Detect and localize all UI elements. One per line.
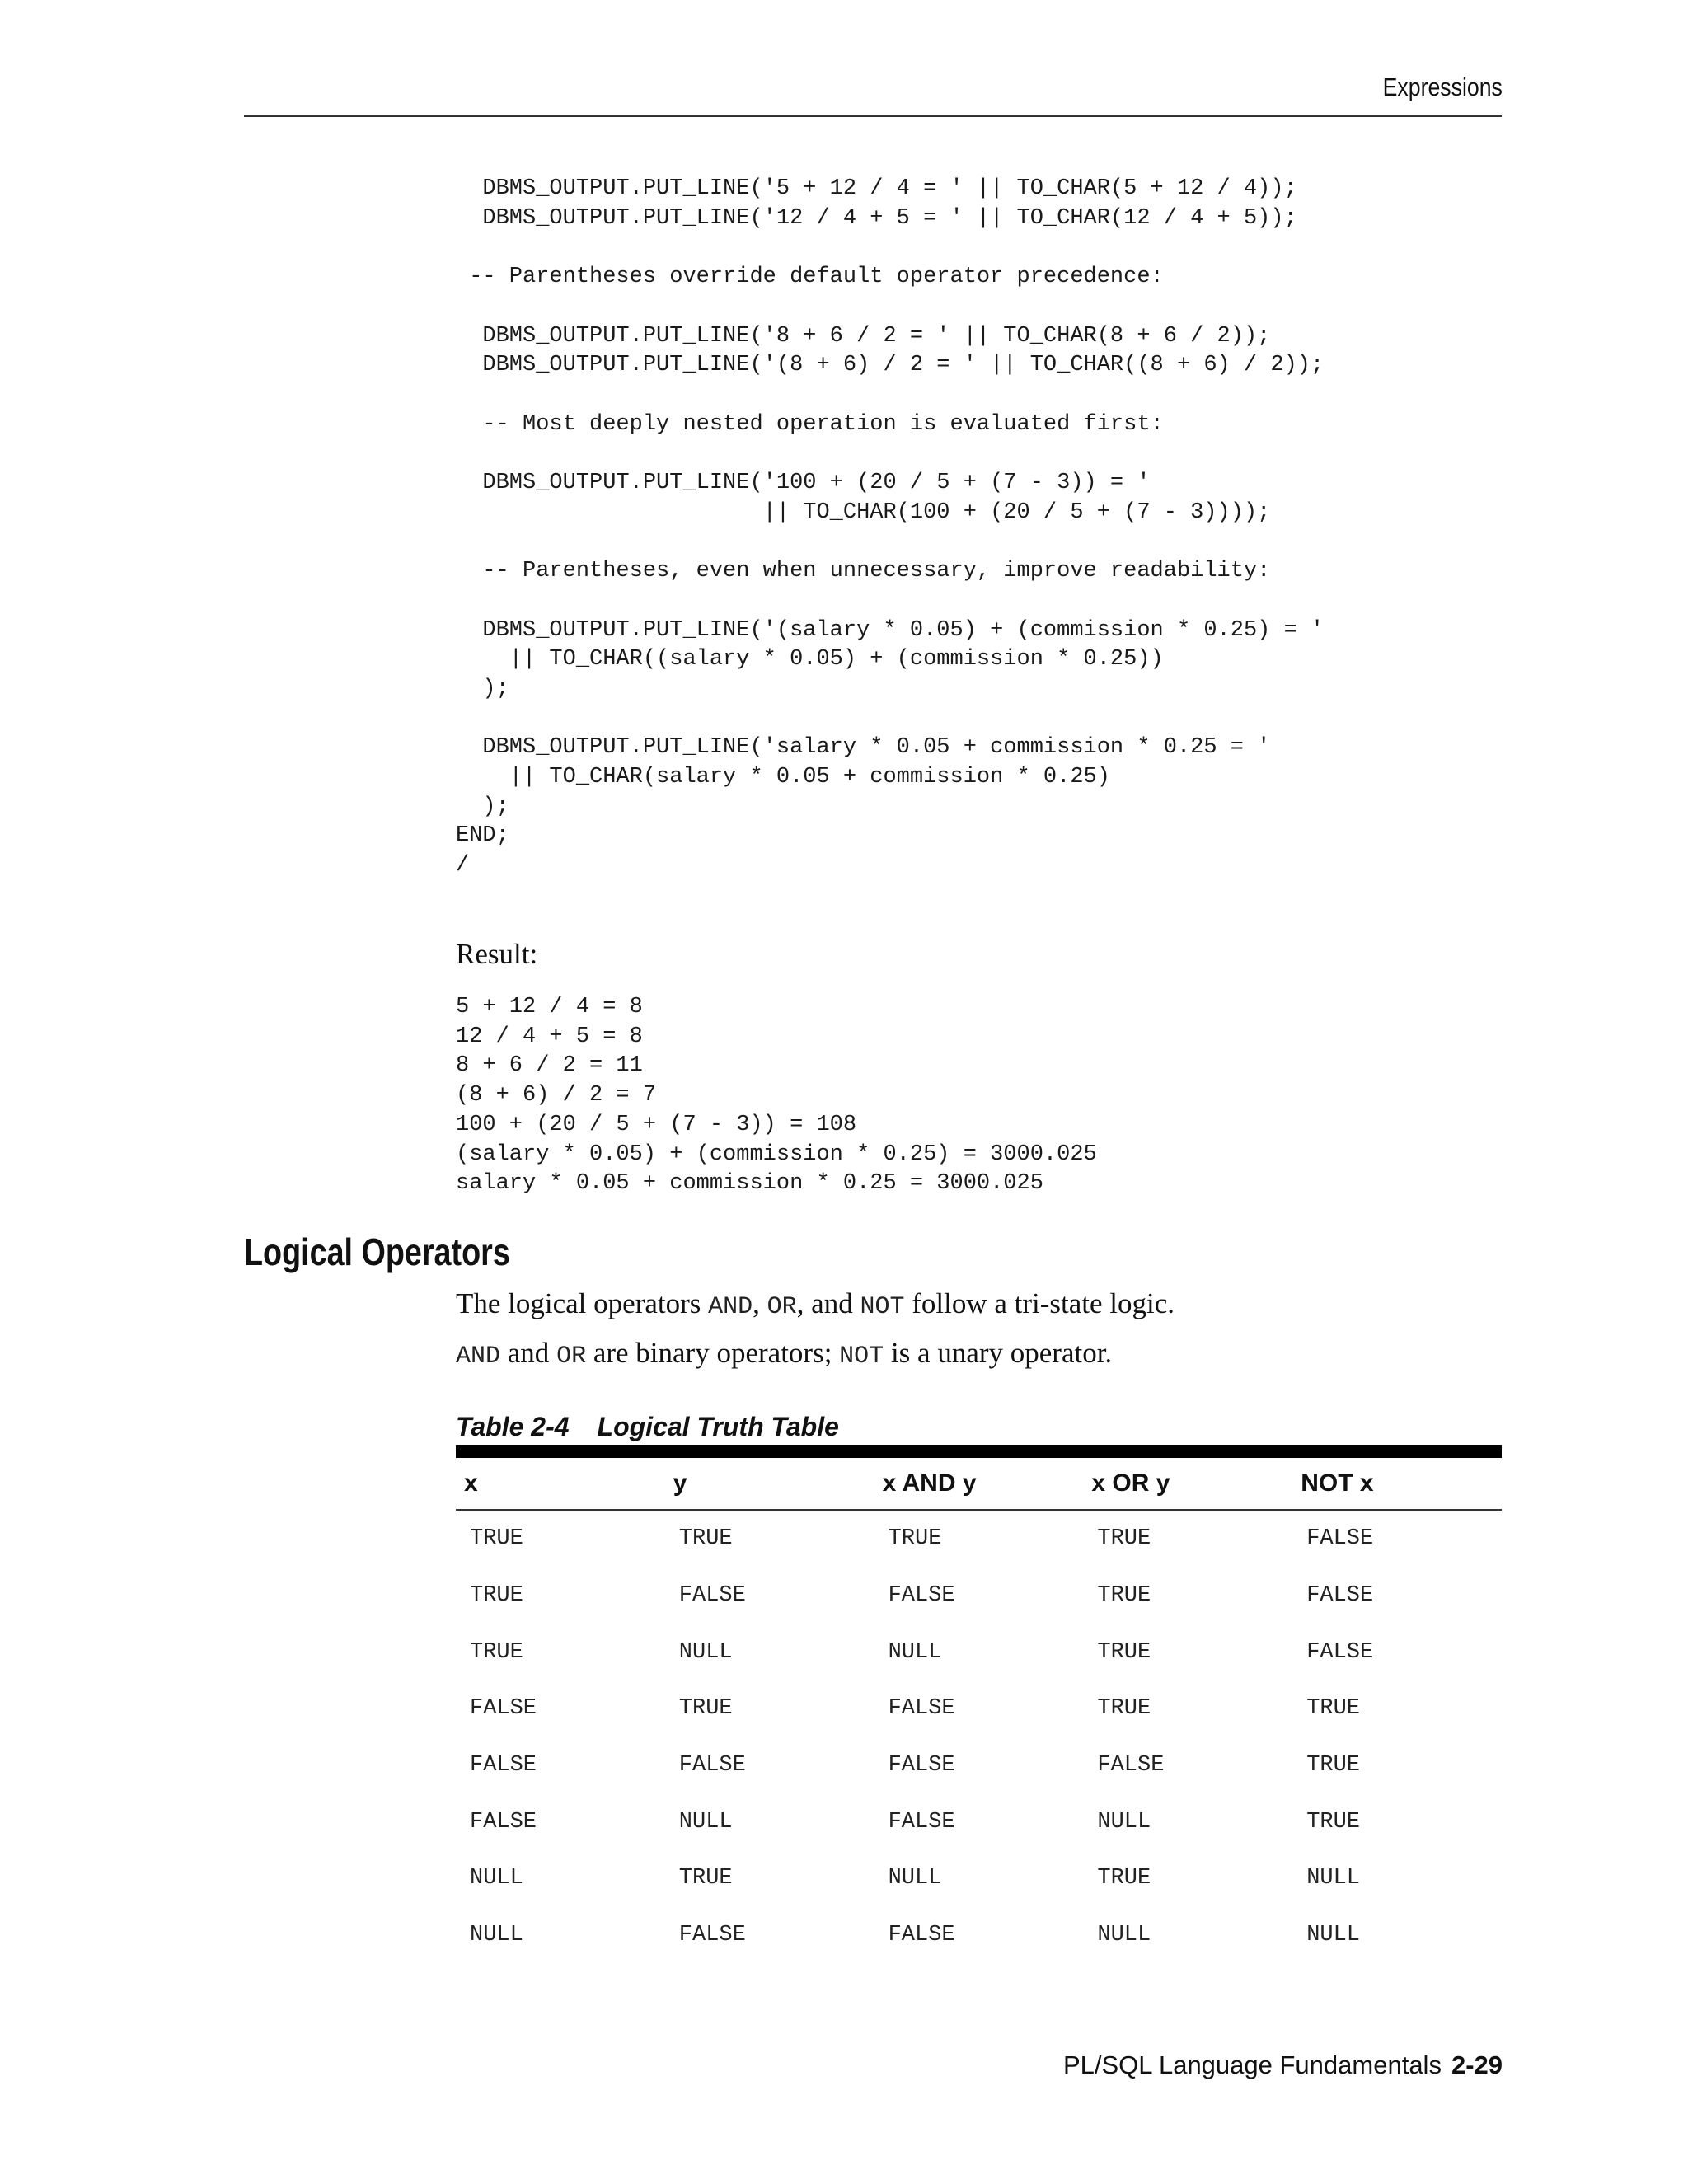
code-line: -- Most deeply nested operation is evaluated first:: [456, 411, 1164, 437]
table-cell: FALSE: [470, 1696, 537, 1722]
column-header: x OR y: [1083, 1458, 1292, 1510]
table-cell: FALSE: [678, 1923, 746, 1948]
table-cell: NULL: [1097, 1809, 1151, 1835]
code-line: /: [456, 853, 470, 879]
result-line: (salary * 0.05) + (commission * 0.25) = 3000.025: [456, 1141, 1097, 1167]
table-cell: NULL: [1306, 1923, 1360, 1948]
book-title: PL/SQL Language Fundamentals: [1062, 2050, 1442, 2079]
table-cell: TRUE: [1097, 1696, 1151, 1722]
table-cell: TRUE: [1097, 1526, 1151, 1552]
code-line: DBMS_OUTPUT.PUT_LINE('5 + 12 / 4 = ' || TO_CHAR(5 + 12 / 4));: [456, 176, 1297, 201]
code-line: DBMS_OUTPUT.PUT_LINE('(salary * 0.05) + (commission * 0.25) = ': [456, 617, 1325, 643]
page-number: 2-29: [1451, 2050, 1503, 2079]
table-cell: NULL: [678, 1809, 733, 1835]
table-cell: FALSE: [470, 1753, 537, 1779]
table-cell: TRUE: [678, 1866, 733, 1891]
keyword-or: OR: [767, 1293, 797, 1321]
column-header: x AND y: [874, 1458, 1084, 1510]
result-line: (8 + 6) / 2 = 7: [456, 1083, 657, 1108]
header-rule: [244, 115, 1502, 117]
table-header-row: [456, 1458, 1502, 1510]
code-line: DBMS_OUTPUT.PUT_LINE('salary * 0.05 + commission * 0.25 = ': [456, 735, 1271, 761]
table-cell: FALSE: [888, 1809, 955, 1835]
table-cell: FALSE: [470, 1809, 537, 1835]
table-row: [456, 1737, 1502, 1794]
table-cell: FALSE: [888, 1923, 955, 1948]
code-line: DBMS_OUTPUT.PUT_LINE('(8 + 6) / 2 = ' || TO_CHAR((8 + 6) / 2));: [456, 353, 1325, 378]
table-row: [456, 1793, 1502, 1850]
table-cell: TRUE: [1097, 1639, 1151, 1665]
result-line: 12 / 4 + 5 = 8: [456, 1024, 643, 1049]
keyword-and: AND: [708, 1293, 753, 1321]
table-row: [456, 1907, 1502, 1964]
keyword-and: AND: [456, 1343, 501, 1371]
result-line: 100 + (20 / 5 + (7 - 3)) = 108: [456, 1112, 857, 1137]
paragraph-text: The logical operators: [456, 1287, 709, 1319]
table-cell: FALSE: [1306, 1583, 1374, 1609]
table-row: [456, 1624, 1502, 1680]
result-line: 5 + 12 / 4 = 8: [456, 995, 643, 1019]
code-line: || TO_CHAR(100 + (20 / 5 + (7 - 3))));: [456, 499, 1271, 525]
table-cell: FALSE: [678, 1753, 746, 1779]
code-line: );: [456, 794, 509, 819]
paragraph-text: ,: [753, 1287, 767, 1319]
table-number: Table 2-4: [456, 1412, 570, 1441]
table-caption: [456, 1412, 839, 1442]
table-title: Logical Truth Table: [597, 1412, 839, 1441]
paragraph-text: and: [500, 1337, 557, 1369]
column-header: y: [665, 1458, 874, 1510]
code-line: DBMS_OUTPUT.PUT_LINE('8 + 6 / 2 = ' || TO_CHAR(8 + 6 / 2));: [456, 323, 1271, 349]
table-cell: NULL: [888, 1866, 942, 1891]
intro-paragraph: [456, 1287, 1175, 1321]
table-cell: FALSE: [678, 1583, 746, 1609]
table-cell: TRUE: [678, 1696, 733, 1722]
code-line: DBMS_OUTPUT.PUT_LINE('12 / 4 + 5 = ' || TO_CHAR(12 / 4 + 5));: [456, 205, 1297, 231]
result-line: 8 + 6 / 2 = 11: [456, 1053, 643, 1079]
column-header: NOT x: [1292, 1458, 1502, 1510]
table-cell: NULL: [470, 1866, 523, 1891]
paragraph-text: , and: [796, 1287, 860, 1319]
keyword-or: OR: [556, 1343, 587, 1371]
table-top-rule: [456, 1445, 1502, 1458]
result-label: Result:: [456, 938, 538, 970]
keyword-not: NOT: [860, 1293, 905, 1321]
paragraph-text: are binary operators;: [586, 1337, 840, 1369]
table-cell: FALSE: [888, 1753, 955, 1779]
paragraph-text: is a unary operator.: [884, 1337, 1113, 1369]
table-row: [456, 1568, 1502, 1624]
table-cell: TRUE: [470, 1583, 523, 1609]
logical-truth-table: [456, 1458, 1502, 1964]
table-cell: TRUE: [470, 1639, 523, 1665]
table-cell: TRUE: [888, 1526, 942, 1552]
result-line: salary * 0.05 + commission * 0.25 = 3000.025: [456, 1171, 1043, 1197]
code-line: -- Parentheses override default operator precedence:: [456, 265, 1164, 290]
code-line: || TO_CHAR(salary * 0.05 + commission * 0.25): [456, 765, 1110, 790]
table-cell: FALSE: [888, 1696, 955, 1722]
running-header: Expressions: [1382, 73, 1503, 101]
table-cell: NULL: [678, 1639, 733, 1665]
operators-paragraph: [456, 1337, 1112, 1371]
table-row: [456, 1680, 1502, 1737]
table-cell: NULL: [1097, 1923, 1151, 1948]
table-row: [456, 1510, 1502, 1568]
table-cell: TRUE: [1306, 1696, 1360, 1722]
table-cell: TRUE: [1306, 1809, 1360, 1835]
result-output: [456, 993, 1097, 1199]
section-heading: Logical Operators: [244, 1230, 510, 1273]
table-cell: TRUE: [1097, 1866, 1151, 1891]
table-cell: TRUE: [1306, 1753, 1360, 1779]
code-example: [456, 175, 1324, 881]
table-cell: NULL: [888, 1639, 942, 1665]
code-line: DBMS_OUTPUT.PUT_LINE('100 + (20 / 5 + (7 - 3)) = ': [456, 471, 1151, 496]
table-cell: FALSE: [1306, 1526, 1374, 1552]
page-footer: [1063, 2050, 1503, 2080]
table-cell: FALSE: [1097, 1753, 1165, 1779]
code-line: -- Parentheses, even when unnecessary, improve readability:: [456, 559, 1271, 584]
code-line: || TO_CHAR((salary * 0.05) + (commission * 0.25)): [456, 647, 1164, 673]
table-cell: TRUE: [1097, 1583, 1151, 1609]
table-cell: TRUE: [678, 1526, 733, 1552]
code-line: END;: [456, 823, 509, 849]
table-cell: NULL: [470, 1923, 523, 1948]
keyword-not: NOT: [839, 1343, 884, 1371]
table-row: [456, 1850, 1502, 1907]
column-header: x: [456, 1458, 665, 1510]
code-line: );: [456, 676, 509, 701]
paragraph-text: follow a tri-state logic.: [904, 1287, 1175, 1319]
table-cell: NULL: [1306, 1866, 1360, 1891]
table-cell: FALSE: [1306, 1639, 1374, 1665]
table-cell: FALSE: [888, 1583, 955, 1609]
table-cell: TRUE: [470, 1526, 523, 1552]
